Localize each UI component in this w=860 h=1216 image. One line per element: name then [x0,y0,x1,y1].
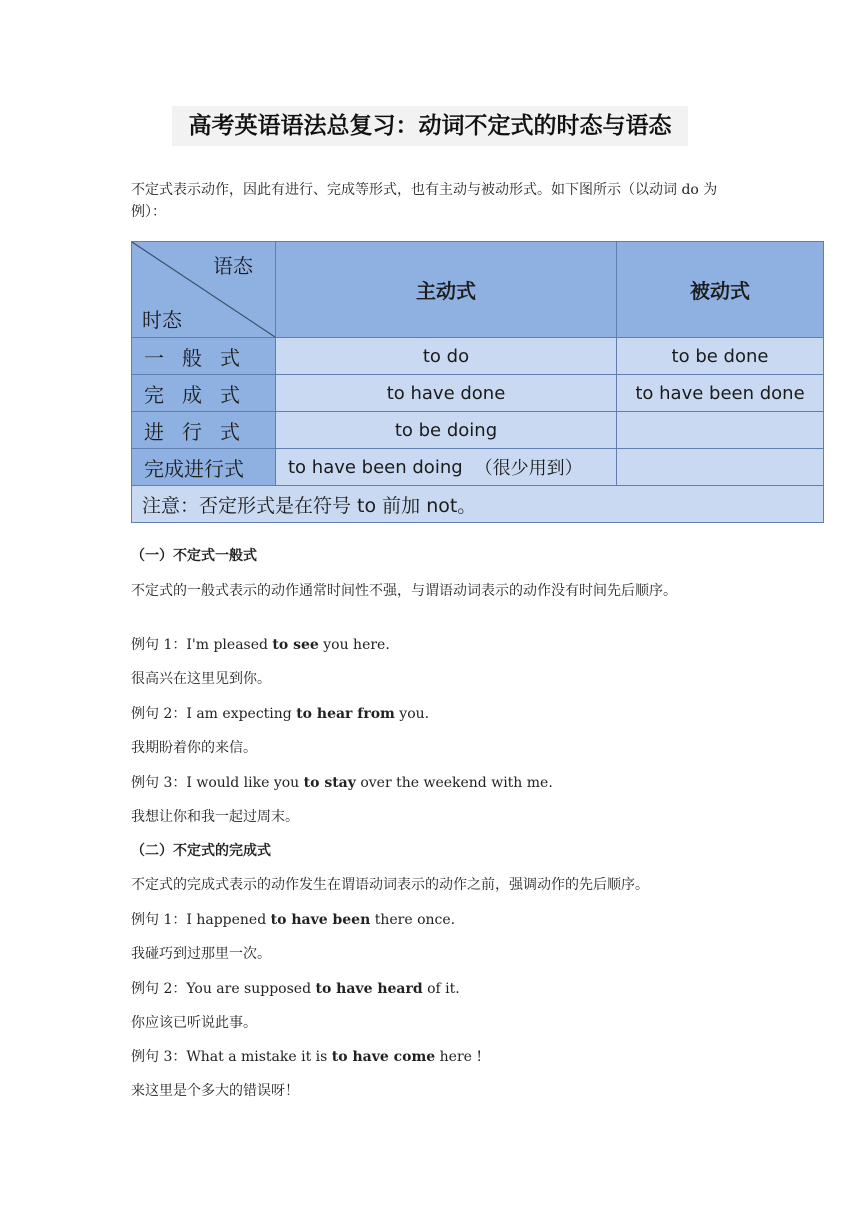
section2-description: 不定式的完成式表示的动作发生在谓语动词表示的动作之前，强调动作的先后顺序。 [131,877,649,893]
example-label: 例句 1： [131,912,187,928]
example-text: you. [394,706,430,722]
example-text: here ! [435,1049,483,1065]
example-label: 例句 1： [131,637,187,653]
rarely-used-note: （很少用到） [474,458,583,479]
passive-voice-header: 被动式 [617,242,823,338]
section1-translation-3: 我想让你和我一起过周末。 [131,809,299,825]
example-label: 例句 2： [131,981,187,997]
negation-note: 注意：否定形式是在符号 to 前加 not。 [132,486,823,522]
perfect-progressive-active [276,449,617,486]
example-text: there once. [370,912,456,928]
example-label: 例句 3： [131,775,187,791]
section2-example-1 [131,909,455,931]
example-highlight: to see [272,637,319,653]
example-text: of it. [422,981,460,997]
example-label: 例句 2： [131,706,187,722]
voice-corner-label: 语态 [213,254,253,278]
section1-example-3 [131,772,553,794]
example-text: You are supposed [186,981,316,997]
section2-heading: （二）不定式的完成式 [131,843,271,859]
section2-example-3 [131,1046,482,1068]
active-voice-header: 主动式 [276,242,617,338]
perfect-progressive-passive [617,449,823,486]
example-text: What a mistake it is [186,1049,332,1065]
example-text: you here. [318,637,390,653]
section1-example-2 [131,703,429,725]
row-label-perfect-progressive: 完成进行式 [132,449,276,486]
section1-description: 不定式的一般式表示的动作通常时间性不强，与谓语动词表示的动作没有时间先后顺序。 [131,583,677,599]
document-title: 高考英语语法总复习：动词不定式的时态与语态 [172,106,688,146]
intro-paragraph: 不定式表示动作，因此有进行、完成等形式，也有主动与被动形式。如下图所示（以动词 do 为例）： [131,182,718,220]
example-highlight: to stay [303,775,356,791]
section1-translation-2: 我期盼着你的来信。 [131,740,257,756]
infinitive-forms-table [131,241,824,523]
table-corner-cell [132,242,276,338]
section2-translation-2: 你应该已听说此事。 [131,1015,257,1031]
example-text: I would like you [186,775,304,791]
example-highlight: to have come [331,1049,436,1065]
perfect-progressive-form: to have been doing [288,456,463,478]
row-label-progressive: 进行式 [132,412,276,449]
section2-example-2 [131,978,460,1000]
simple-passive: to be done [617,338,823,375]
example-highlight: to hear from [296,706,395,722]
row-label-perfect: 完成式 [132,375,276,412]
example-text: I'm pleased [186,637,273,653]
simple-active: to do [276,338,617,375]
section1-heading: （一）不定式一般式 [131,548,257,564]
section2-translation-3: 来这里是个多大的错误呀！ [131,1083,299,1099]
example-highlight: to have heard [315,981,423,997]
example-text: I happened [186,912,271,928]
perfect-active: to have done [276,375,617,412]
example-text: over the weekend with me. [355,775,553,791]
section1-example-1 [131,634,390,656]
row-label-simple: 一般式 [132,338,276,375]
tense-corner-label: 时态 [142,308,182,332]
progressive-passive [617,412,823,449]
section2-translation-1: 我碰巧到过那里一次。 [131,946,271,962]
example-highlight: to have been [270,912,371,928]
perfect-passive: to have been done [617,375,823,412]
section1-translation-1: 很高兴在这里见到你。 [131,671,271,687]
progressive-active: to be doing [276,412,617,449]
example-label: 例句 3： [131,1049,187,1065]
example-text: I am expecting [186,706,297,722]
